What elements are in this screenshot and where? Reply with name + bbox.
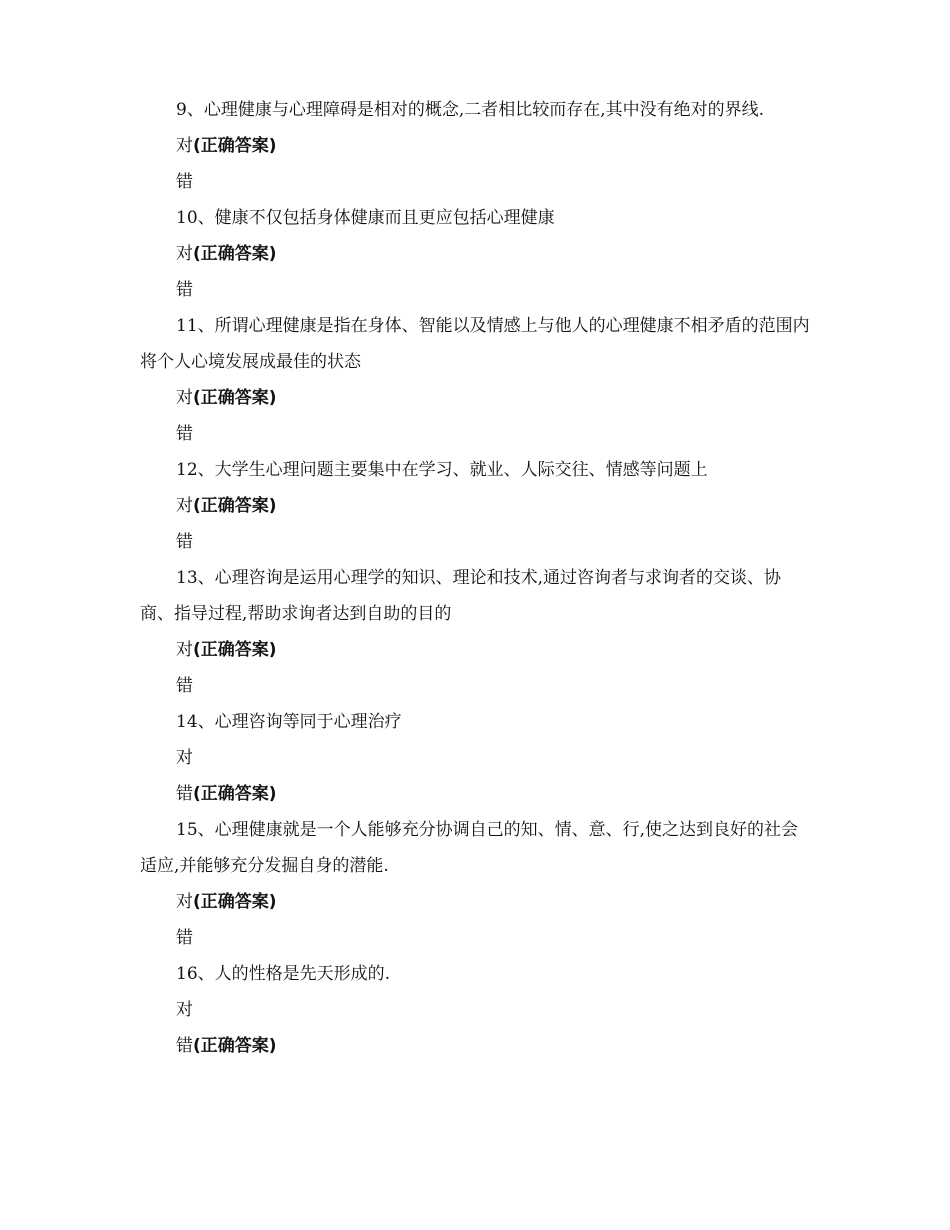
question-13-option-true xyxy=(176,632,812,668)
question-12-option-true xyxy=(176,488,812,524)
correct-answer-mark: (正确答案) xyxy=(193,784,277,804)
question-9-option-false xyxy=(176,164,812,200)
question-16-option-false xyxy=(176,1028,812,1064)
option-label: 对 xyxy=(176,640,193,660)
correct-answer-mark: (正确答案) xyxy=(193,244,277,264)
question-10-text: 10、健康不仅包括身体健康而且更应包括心理健康 xyxy=(176,208,555,228)
correct-answer-mark: (正确答案) xyxy=(193,1036,277,1056)
option-label: 错 xyxy=(176,172,193,192)
correct-answer-mark: (正确答案) xyxy=(193,640,277,660)
correct-answer-mark: (正确答案) xyxy=(193,388,277,408)
option-label: 错 xyxy=(176,676,193,696)
question-9-option-true xyxy=(176,128,812,164)
option-label: 错 xyxy=(176,928,193,948)
question-12-option-false xyxy=(176,524,812,560)
question-10-option-true xyxy=(176,236,812,272)
correct-answer-mark: (正确答案) xyxy=(193,892,277,912)
question-14-option-false xyxy=(176,776,812,812)
question-11-text: 11、所谓心理健康是指在身体、智能以及情感上与他人的心理健康不相矛盾的范围内将个人心境发展成最佳的状态 xyxy=(140,316,810,372)
option-label: 对 xyxy=(176,388,193,408)
question-12-text: 12、大学生心理问题主要集中在学习、就业、人际交往、情感等问题上 xyxy=(176,460,708,480)
question-16-text: 16、人的性格是先天形成的. xyxy=(176,964,391,984)
question-15-option-false xyxy=(176,920,812,956)
question-13-option-false xyxy=(176,668,812,704)
option-label: 错 xyxy=(176,532,193,552)
question-9-text: 9、心理健康与心理障碍是相对的概念,二者相比较而存在,其中没有绝对的界线. xyxy=(176,100,765,120)
question-15-text: 15、心理健康就是一个人能够充分协调自己的知、情、意、行,使之达到良好的社会适应,并能够充分发掘自身的潜能. xyxy=(140,820,799,876)
option-label: 错 xyxy=(176,784,193,804)
correct-answer-mark: (正确答案) xyxy=(193,496,277,516)
option-label: 对 xyxy=(176,892,193,912)
question-16-option-true xyxy=(176,992,812,1028)
option-label: 错 xyxy=(176,1036,193,1056)
option-label: 对 xyxy=(176,748,193,768)
question-list xyxy=(140,92,812,1064)
option-label: 对 xyxy=(176,1000,193,1020)
question-14-option-true xyxy=(176,740,812,776)
question-11-option-true xyxy=(176,380,812,416)
option-label: 对 xyxy=(176,496,193,516)
option-label: 对 xyxy=(176,136,193,156)
question-11-option-false xyxy=(176,416,812,452)
option-label: 错 xyxy=(176,280,193,300)
correct-answer-mark: (正确答案) xyxy=(193,136,277,156)
question-13-text: 13、心理咨询是运用心理学的知识、理论和技术,通过咨询者与求询者的交谈、协商、指导过程,帮助求询者达到自助的目的 xyxy=(140,568,782,624)
option-label: 错 xyxy=(176,424,193,444)
question-14-text: 14、心理咨询等同于心理治疗 xyxy=(176,712,402,732)
option-label: 对 xyxy=(176,244,193,264)
question-10-option-false xyxy=(176,272,812,308)
question-15-option-true xyxy=(176,884,812,920)
